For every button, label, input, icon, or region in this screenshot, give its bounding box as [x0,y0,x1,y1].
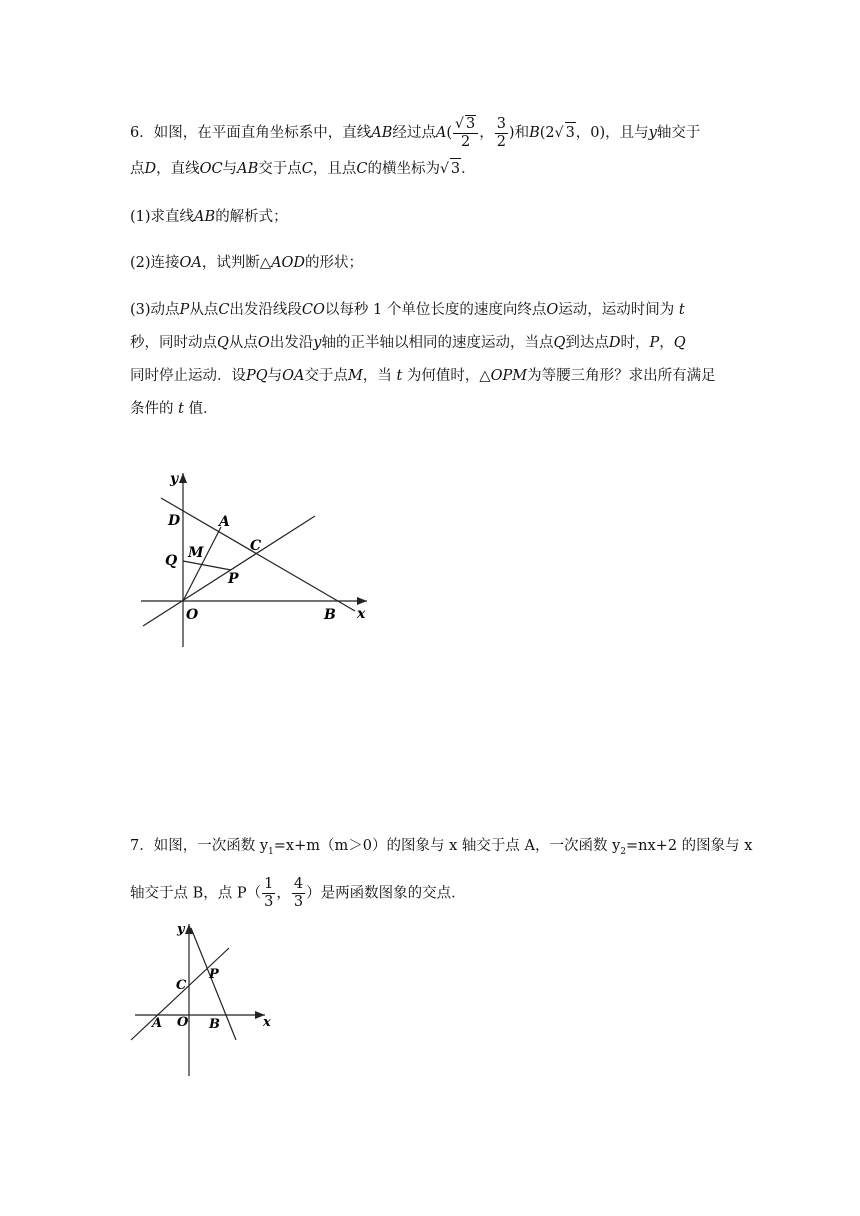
q6-part-3-line-2: 秒，同时动点Q从点O出发沿y轴的正半轴以相同的速度运动，当点Q到达点D时，P，Q [130,335,686,351]
label-p: P [209,967,219,982]
label-a: A [152,1016,163,1031]
label-y: y [177,922,185,937]
label-o: O [177,1015,189,1030]
label-m: M [188,545,204,561]
label-a: A [219,514,230,530]
fraction-4-over-3: $\frac{4}{3}$ [293,876,304,910]
label-o: O [186,607,199,623]
q6-figure [135,465,385,655]
q6-line-2: 点D，直线OC与AB交于点C，且点C的横坐标为√ 3． [130,158,476,179]
q6-part-1: (1)求直线AB的解析式； [130,209,288,225]
q7-figure [125,918,285,1080]
q6-number: 6． [130,125,154,141]
label-x: x [357,606,366,622]
label-b: B [209,1017,220,1032]
q6-line-1: 6．如图，在平面直角坐标系中，直线AB经过点A( $\frac{√ 3}{2}$ ， $\frac{3}{2}$ )和B(2√ 3，0)，且与y轴交于 [130,115,701,150]
q6-part-3-line-1: (3)动点P从点C出发沿线段CO以每秒 1 个单位长度的速度向终点O运动，运动时间为 t [130,302,685,318]
q6-part-3-line-3: 同时停止运动．设PQ与OA交于点M，当 t 为何值时，△OPM为等腰三角形？求出所有满足 [130,368,716,384]
q7-number: 7． [130,838,154,854]
y-axis-arrow [179,473,187,483]
x-axis-arrow [357,597,367,605]
q6-part-3-line-4: 条件的 t 值． [130,401,218,417]
fraction-1-over-3: $\frac{1}{3}$ [264,876,274,910]
q7-line-1: 7．如图，一次函数 $y_1=x+m(m>0)$的图象与 x 轴交于点 A，一次函数 $y_2=nx+2$ 的图象与 x [130,838,753,857]
label-c: C [250,538,262,554]
label-b: B [324,607,336,623]
label-c: C [176,978,187,993]
segment-qp [183,561,231,570]
label-q: Q [165,553,178,569]
fraction-sqrt3-over-2: $\frac{√ 3}{2}$ [453,115,478,151]
q7-line-2: 轴交于点 B，点 P（ $\frac{1}{3}$ ， $\frac{4}{3}$ ）是两函数图象的交点． [130,876,466,910]
label-p: P [228,571,239,587]
label-x: x [263,1015,271,1030]
fraction-3-over-2: $\frac{3}{2}$ [496,115,506,150]
label-d: D [168,513,181,529]
label-y: y [170,471,179,487]
q6-part-2: (2)连接OA，试判断△AOD的形状； [130,255,364,271]
